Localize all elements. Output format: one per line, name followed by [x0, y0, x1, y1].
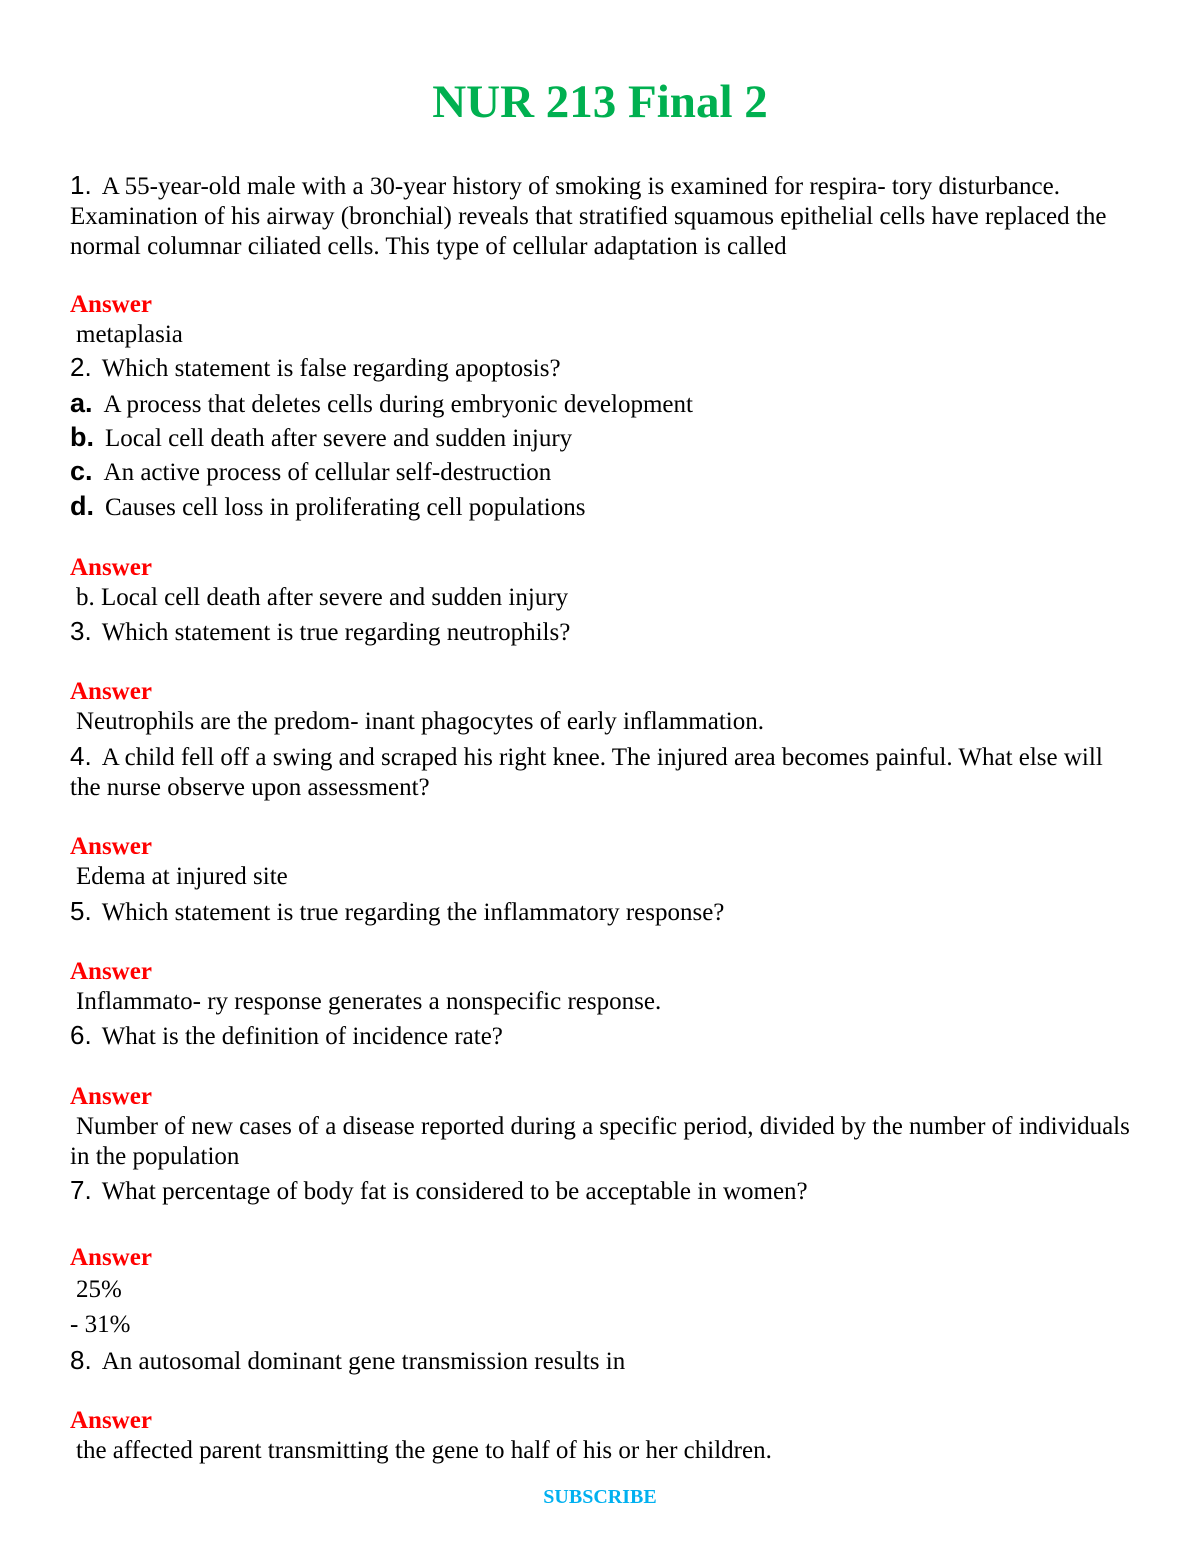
question-text: Which statement is true regarding neutrophils? — [101, 619, 571, 646]
question-text: A child fell off a swing and scraped his right knee. The injured area becomes painful. What else will the nurse observe upon assessment? — [70, 744, 1103, 801]
option-letter: b. — [70, 422, 94, 452]
answer-label: Answer — [70, 1244, 152, 1271]
question-number: 7. — [70, 1175, 92, 1205]
question-6 — [70, 1020, 1135, 1052]
question-number: 3. — [70, 616, 92, 646]
question-number: 6. — [70, 1020, 92, 1050]
question-text: What is the definition of incidence rate? — [101, 1023, 503, 1050]
option-d — [70, 489, 585, 525]
option-letter: a. — [70, 388, 93, 418]
answer-label: Answer — [70, 1083, 152, 1110]
answer-text: Edema at injured site — [76, 863, 288, 890]
question-7 — [70, 1175, 1135, 1207]
answer-label: Answer — [70, 554, 152, 581]
answer-text: b. Local cell death after severe and sudden injury — [76, 584, 569, 611]
answer-text: Number of new cases of a disease reported during a specific period, divided by the number of individuals in the population — [70, 1113, 1130, 1170]
option-text: A process that deletes cells during embryonic development — [103, 391, 693, 418]
question-4 — [70, 741, 1135, 803]
answer-label: Answer — [70, 1407, 152, 1434]
question-5 — [70, 896, 1135, 928]
question-8 — [70, 1345, 1135, 1377]
question-text: Which statement is false regarding apoptosis? — [101, 355, 561, 382]
answer-text: Inflammato- ry response generates a nonspecific response. — [76, 988, 662, 1015]
question-text: What percentage of body fat is considered to be acceptable in women? — [101, 1178, 808, 1205]
answer-text: the affected parent transmitting the gene to half of his or her children. — [76, 1437, 772, 1464]
question-1 — [70, 170, 1135, 262]
document-title: NUR 213 Final 2 — [432, 76, 768, 128]
question-3 — [70, 616, 1135, 648]
question-text: An autosomal dominant gene transmission results in — [101, 1348, 626, 1375]
answer-label: Answer — [70, 291, 152, 318]
option-text: Local cell death after severe and sudden injury — [105, 425, 573, 452]
option-b — [70, 420, 572, 456]
question-number: 1. — [70, 170, 92, 200]
option-text: Causes cell loss in proliferating cell populations — [105, 494, 586, 521]
question-text: A 55-year-old male with a 30-year history of smoking is examined for respira- tory disturbance. Examination of his airway (bronchial) reveals that stratified squamous epithelial cells have replaced the normal columnar ciliated cells. This type of cellular adaptation is called — [70, 173, 1107, 260]
option-c — [70, 454, 551, 490]
question-number: 8. — [70, 1345, 92, 1375]
subscribe-link[interactable]: SUBSCRIBE — [543, 1486, 657, 1508]
question-text: Which statement is true regarding the inflammatory response? — [101, 899, 725, 926]
answer-label: Answer — [70, 833, 152, 860]
option-letter: c. — [70, 456, 93, 486]
answer-text-line-2: - 31% — [70, 1311, 131, 1338]
option-letter: d. — [70, 491, 94, 521]
question-number: 5. — [70, 896, 92, 926]
answer-label: Answer — [70, 678, 152, 705]
question-number: 2. — [70, 352, 92, 382]
answer-label: Answer — [70, 958, 152, 985]
answer-text: Neutrophils are the predom- inant phagocytes of early inflammation. — [76, 708, 764, 735]
option-text: An active process of cellular self-destruction — [103, 459, 552, 486]
answer-text: metaplasia — [76, 321, 183, 348]
question-number: 4. — [70, 741, 92, 771]
option-a — [70, 386, 693, 422]
answer-text: 25% — [76, 1276, 122, 1303]
question-2 — [70, 352, 1135, 384]
